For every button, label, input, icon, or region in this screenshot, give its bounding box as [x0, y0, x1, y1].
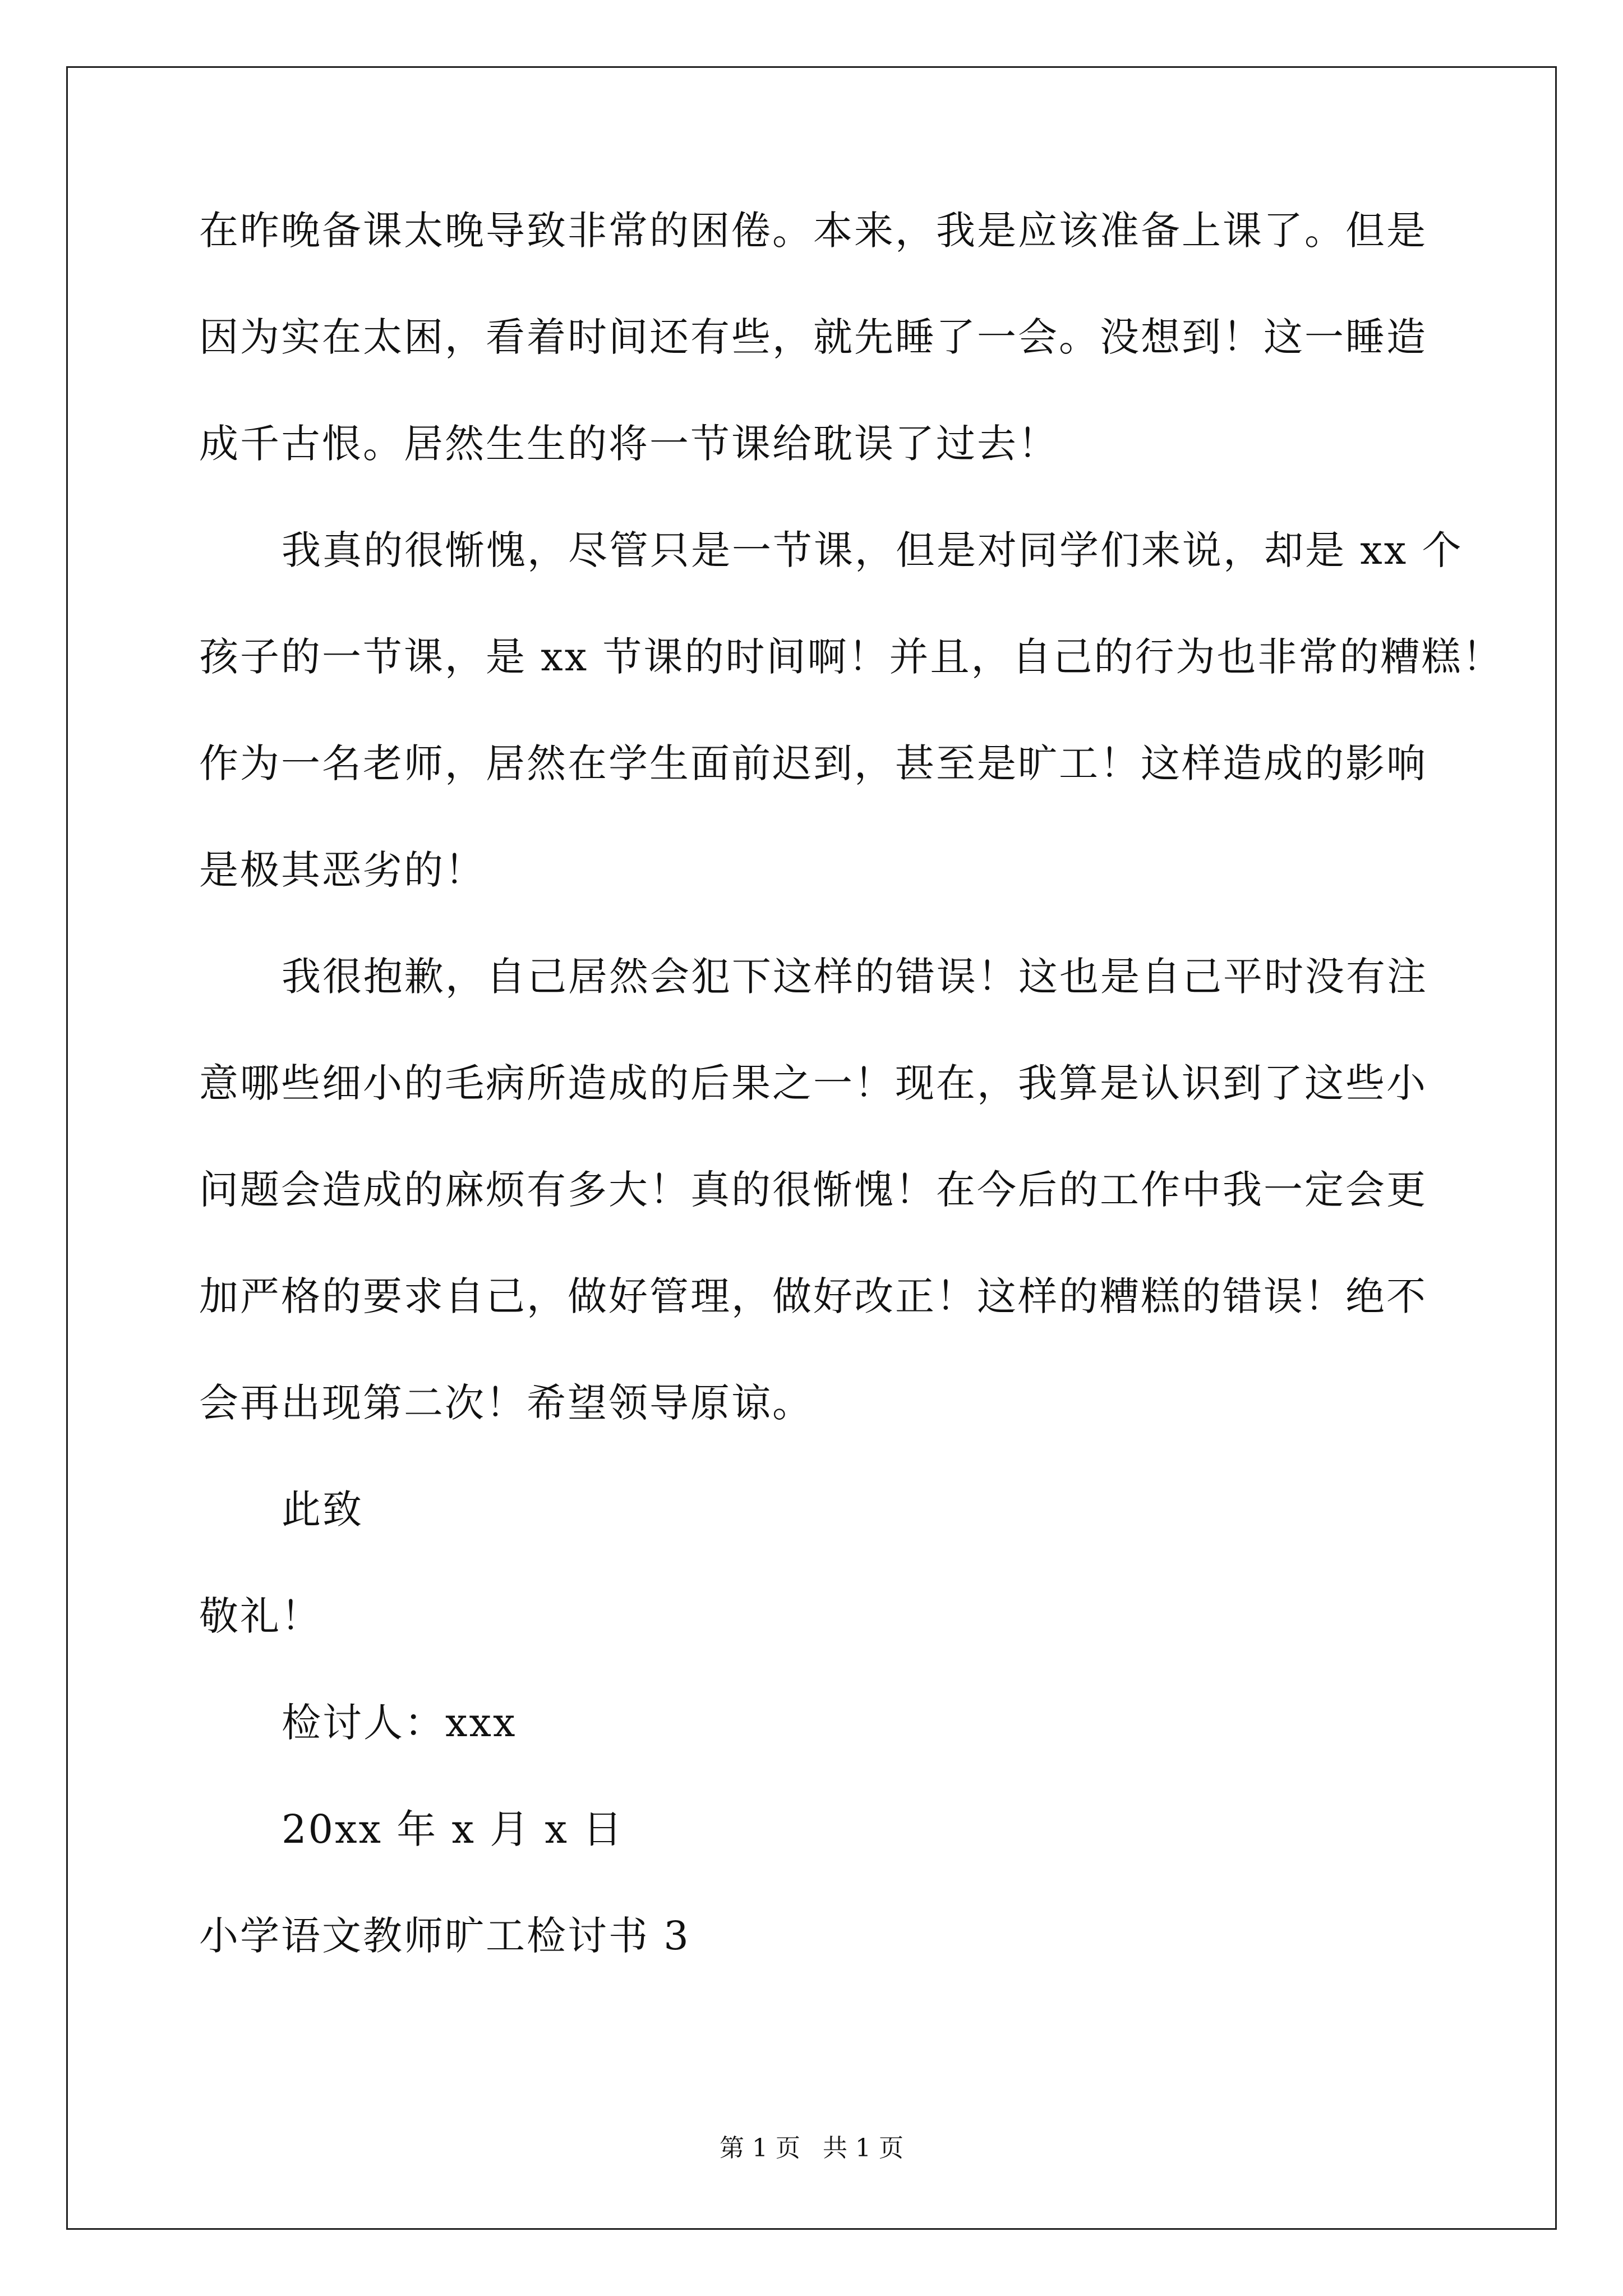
paragraph-line: 孩子的一节课，是 xx 节课的时间啊！并且，自己的行为也非常的糟糕！ — [199, 634, 1504, 680]
paragraph-line: 会再出现第二次！希望领导原谅。 — [199, 1380, 813, 1426]
paragraph-line: 成千古恨。居然生生的将一节课给耽误了过去！ — [199, 421, 1059, 467]
page-border — [66, 66, 1557, 2230]
date-line: 20xx 年 x 月 x 日 — [282, 1806, 624, 1852]
paragraph-line: 问题会造成的麻烦有多大！真的很惭愧！在今后的工作中我一定会更 — [199, 1167, 1427, 1213]
paragraph-line: 我很抱歉，自己居然会犯下这样的错误！这也是自己平时没有注 — [282, 954, 1428, 1000]
page-total: 共 1 页 — [823, 2134, 903, 2162]
paragraph-line: 是极其恶劣的！ — [199, 847, 486, 893]
signature-line: 检讨人：xxx — [282, 1700, 517, 1746]
paragraph-line: 作为一名老师，居然在学生面前迟到，甚至是旷工！这样造成的影响 — [199, 740, 1427, 786]
paragraph-line: 在昨晚备课太晚导致非常的困倦。本来，我是应该准备上课了。但是 — [199, 208, 1427, 254]
paragraph-line: 我真的很惭愧，尽管只是一节课，但是对同学们来说，却是 xx 个 — [282, 527, 1463, 573]
paragraph-line: 加严格的要求自己，做好管理，做好改正！这样的糟糕的错误！绝不 — [199, 1273, 1427, 1319]
paragraph-line: 意哪些细小的毛病所造成的后果之一！现在，我算是认识到了这些小 — [199, 1060, 1427, 1106]
page-number: 第 1 页 — [720, 2134, 800, 2162]
closing-respect: 敬礼！ — [199, 1593, 322, 1639]
closing-salutation: 此致 — [282, 1487, 363, 1533]
section-title: 小学语文教师旷工检讨书 3 — [199, 1913, 690, 1959]
paragraph-line: 因为实在太困，看着时间还有些，就先睡了一会。没想到！这一睡造 — [199, 314, 1427, 360]
page-footer — [0, 2132, 1623, 2165]
